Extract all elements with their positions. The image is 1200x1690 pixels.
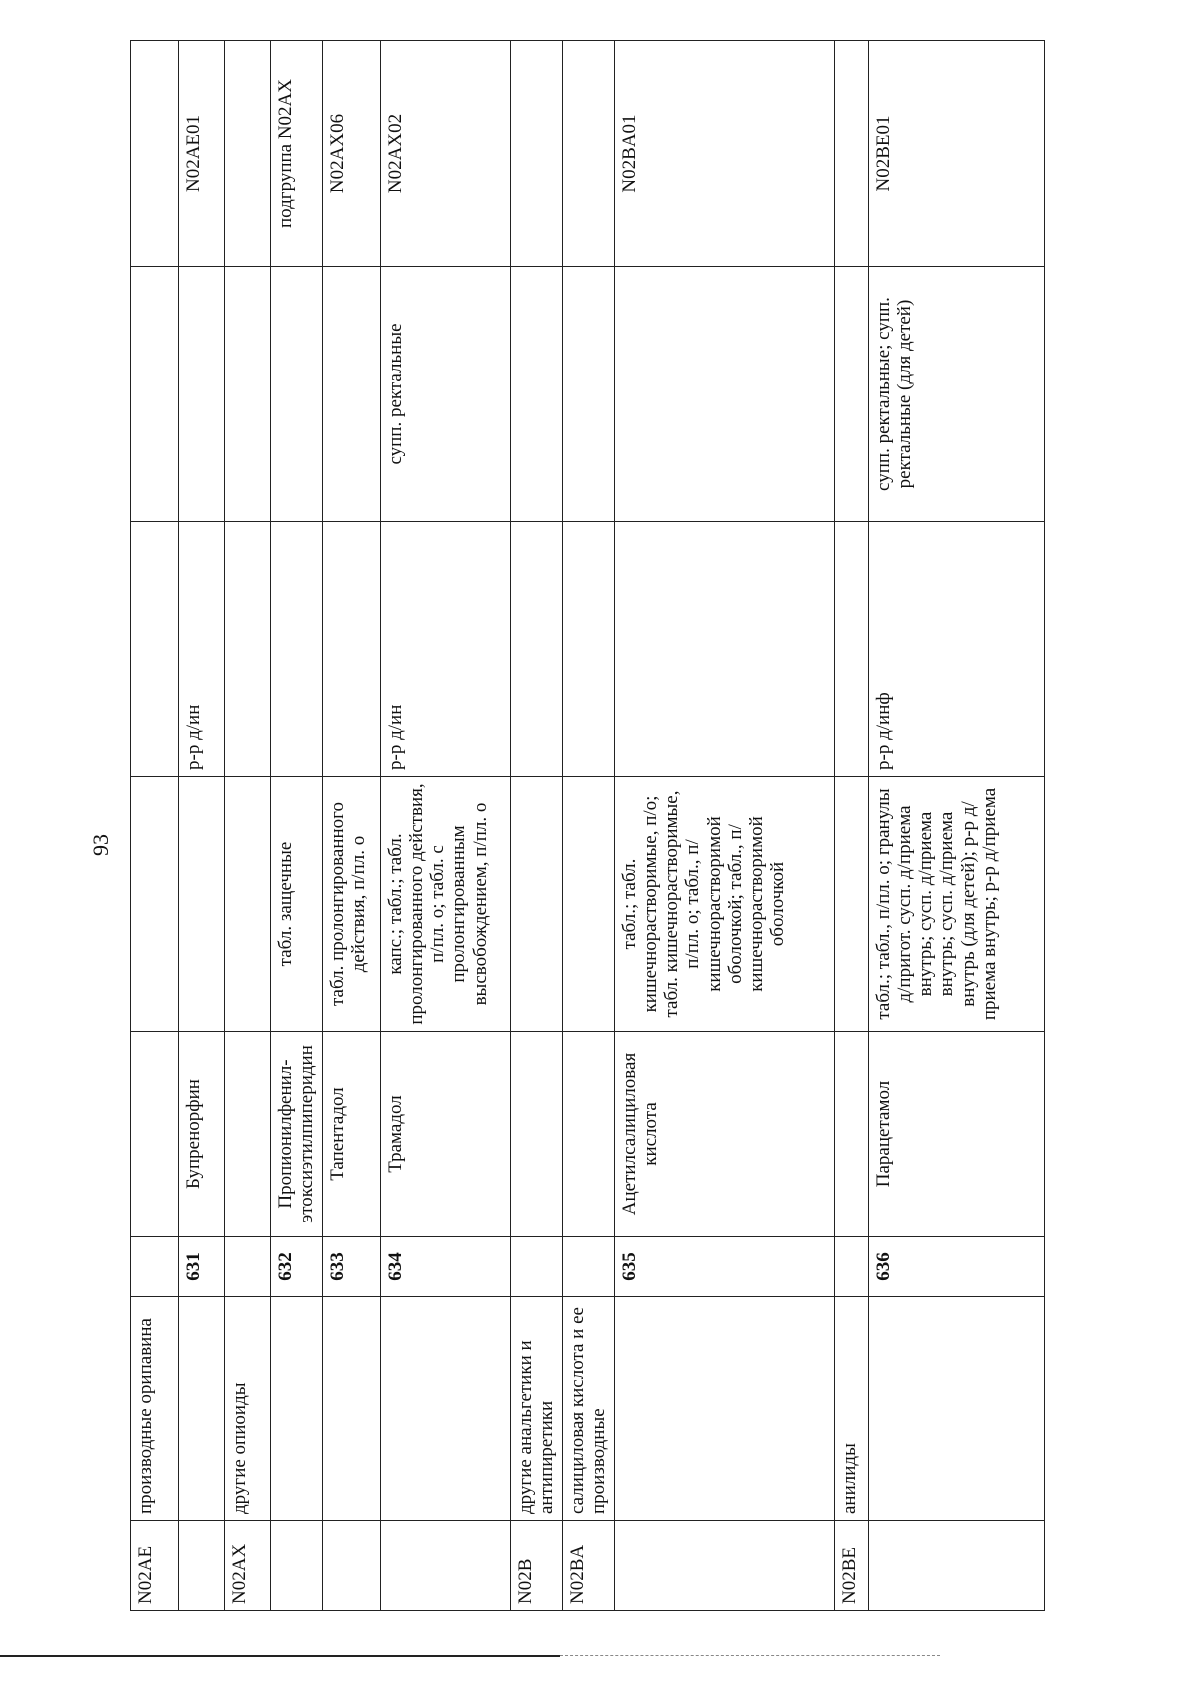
cell-num: 635 [614, 1237, 834, 1297]
footer-rule [0, 1655, 560, 1657]
cell-drug [834, 1032, 868, 1237]
cell-atc: подгруппа N02AX [271, 41, 323, 267]
cell-form-b [271, 522, 323, 777]
cell-group [380, 1297, 510, 1521]
cell-form-b: р-р д/ин [179, 522, 225, 777]
cell-num: 633 [322, 1237, 380, 1297]
cell-drug: Парацетамол [868, 1032, 1044, 1237]
table-row [562, 41, 614, 1611]
cell-group: анилиды [834, 1297, 868, 1521]
cell-form-c [834, 267, 868, 522]
cell-form-c [562, 267, 614, 522]
cell-group: салициловая кислота и ее производные [562, 1297, 614, 1521]
cell-atc: N02AX06 [322, 41, 380, 267]
cell-group: производные орипавина [131, 1297, 179, 1521]
cell-form-b: р-р д/инф [868, 522, 1044, 777]
cell-form-b [834, 522, 868, 777]
cell-group: другие анальгетики и антипиретики [510, 1297, 562, 1521]
cell-atc: N02AX02 [380, 41, 510, 267]
footer-rule-dashed [560, 1655, 940, 1656]
cell-form-c [614, 267, 834, 522]
cell-form-c [225, 267, 271, 522]
cell-forms [179, 777, 225, 1032]
cell-group: другие опиоиды [225, 1297, 271, 1521]
cell-code [614, 1521, 834, 1611]
cell-code [271, 1521, 323, 1611]
cell-code: N02BE [834, 1521, 868, 1611]
cell-code [322, 1521, 380, 1611]
cell-form-c: супп. ректальные; супп. ректальные (для детей) [868, 267, 1044, 522]
cell-drug: Трамадол [380, 1032, 510, 1237]
cell-forms [510, 777, 562, 1032]
table-row [225, 41, 271, 1611]
cell-form-b: р-р д/ин [380, 522, 510, 777]
cell-drug [225, 1032, 271, 1237]
table-row [380, 41, 510, 1611]
cell-forms: капс.; табл.; табл. пролонгированного действия, п/пл. о; табл. с пролонгированным высвобождением, п/пл. о [380, 777, 510, 1032]
cell-drug: Пропионилфенил-этоксиэтилпиперидин [271, 1032, 323, 1237]
cell-drug [562, 1032, 614, 1237]
cell-form-c [179, 267, 225, 522]
cell-forms [834, 777, 868, 1032]
cell-num [834, 1237, 868, 1297]
cell-code: N02AX [225, 1521, 271, 1611]
cell-forms [562, 777, 614, 1032]
cell-form-c [131, 267, 179, 522]
cell-form-b [322, 522, 380, 777]
cell-group [614, 1297, 834, 1521]
cell-group [868, 1297, 1044, 1521]
cell-form-b [510, 522, 562, 777]
cell-code: N02BA [562, 1521, 614, 1611]
cell-form-b [131, 522, 179, 777]
cell-form-b [614, 522, 834, 777]
cell-atc [225, 41, 271, 267]
cell-drug [510, 1032, 562, 1237]
cell-code [380, 1521, 510, 1611]
cell-form-c [271, 267, 323, 522]
table-row [834, 41, 868, 1611]
cell-code [868, 1521, 1044, 1611]
table-row [322, 41, 380, 1611]
cell-form-c [322, 267, 380, 522]
cell-atc: N02AE01 [179, 41, 225, 267]
cell-code [179, 1521, 225, 1611]
cell-forms: табл.; табл., п/пл. о; гранулы д/пригот. сусп. д/приема внутрь; сусп. д/приема внутрь; сусп. д/приема внутрь (для детей); р-р д/приема внутрь; р-р д/приема [868, 777, 1044, 1032]
cell-forms [131, 777, 179, 1032]
page-number: 93 [88, 834, 113, 856]
cell-code: N02AE [131, 1521, 179, 1611]
cell-atc [131, 41, 179, 267]
cell-atc [510, 41, 562, 267]
cell-num: 634 [380, 1237, 510, 1297]
cell-atc [834, 41, 868, 267]
cell-num [131, 1237, 179, 1297]
cell-group [179, 1297, 225, 1521]
cell-forms: табл.; табл. кишечнорастворимые, п/о; табл. кишечнорастворимые, п/пл. о; табл., п/кишечнорастворимой оболочкой; табл., п/кишечнорастворимой оболочкой [614, 777, 834, 1032]
cell-drug: Ацетилсалициловая кислота [614, 1032, 834, 1237]
cell-drug: Бупренорфин [179, 1032, 225, 1237]
cell-form-b [225, 522, 271, 777]
cell-group [322, 1297, 380, 1521]
table-row [614, 41, 834, 1611]
cell-atc [562, 41, 614, 267]
cell-num [562, 1237, 614, 1297]
table-row [510, 41, 562, 1611]
cell-atc: N02BE01 [868, 41, 1044, 267]
rotated-table-wrapper [130, 41, 1040, 1611]
cell-atc: N02BA01 [614, 41, 834, 267]
table-row [179, 41, 225, 1611]
cell-num: 631 [179, 1237, 225, 1297]
table-row [271, 41, 323, 1611]
cell-form-c: супп. ректальные [380, 267, 510, 522]
table-row [131, 41, 179, 1611]
cell-form-b [562, 522, 614, 777]
cell-drug [131, 1032, 179, 1237]
cell-num [510, 1237, 562, 1297]
cell-num: 636 [868, 1237, 1044, 1297]
drug-table [130, 40, 1045, 1611]
cell-forms: табл. пролонгированного действия, п/пл. о [322, 777, 380, 1032]
cell-form-c [510, 267, 562, 522]
cell-group [271, 1297, 323, 1521]
cell-drug: Тапентадол [322, 1032, 380, 1237]
cell-num [225, 1237, 271, 1297]
cell-num: 632 [271, 1237, 323, 1297]
cell-code: N02B [510, 1521, 562, 1611]
cell-forms: табл. защечные [271, 777, 323, 1032]
cell-forms [225, 777, 271, 1032]
table-row [868, 41, 1044, 1611]
